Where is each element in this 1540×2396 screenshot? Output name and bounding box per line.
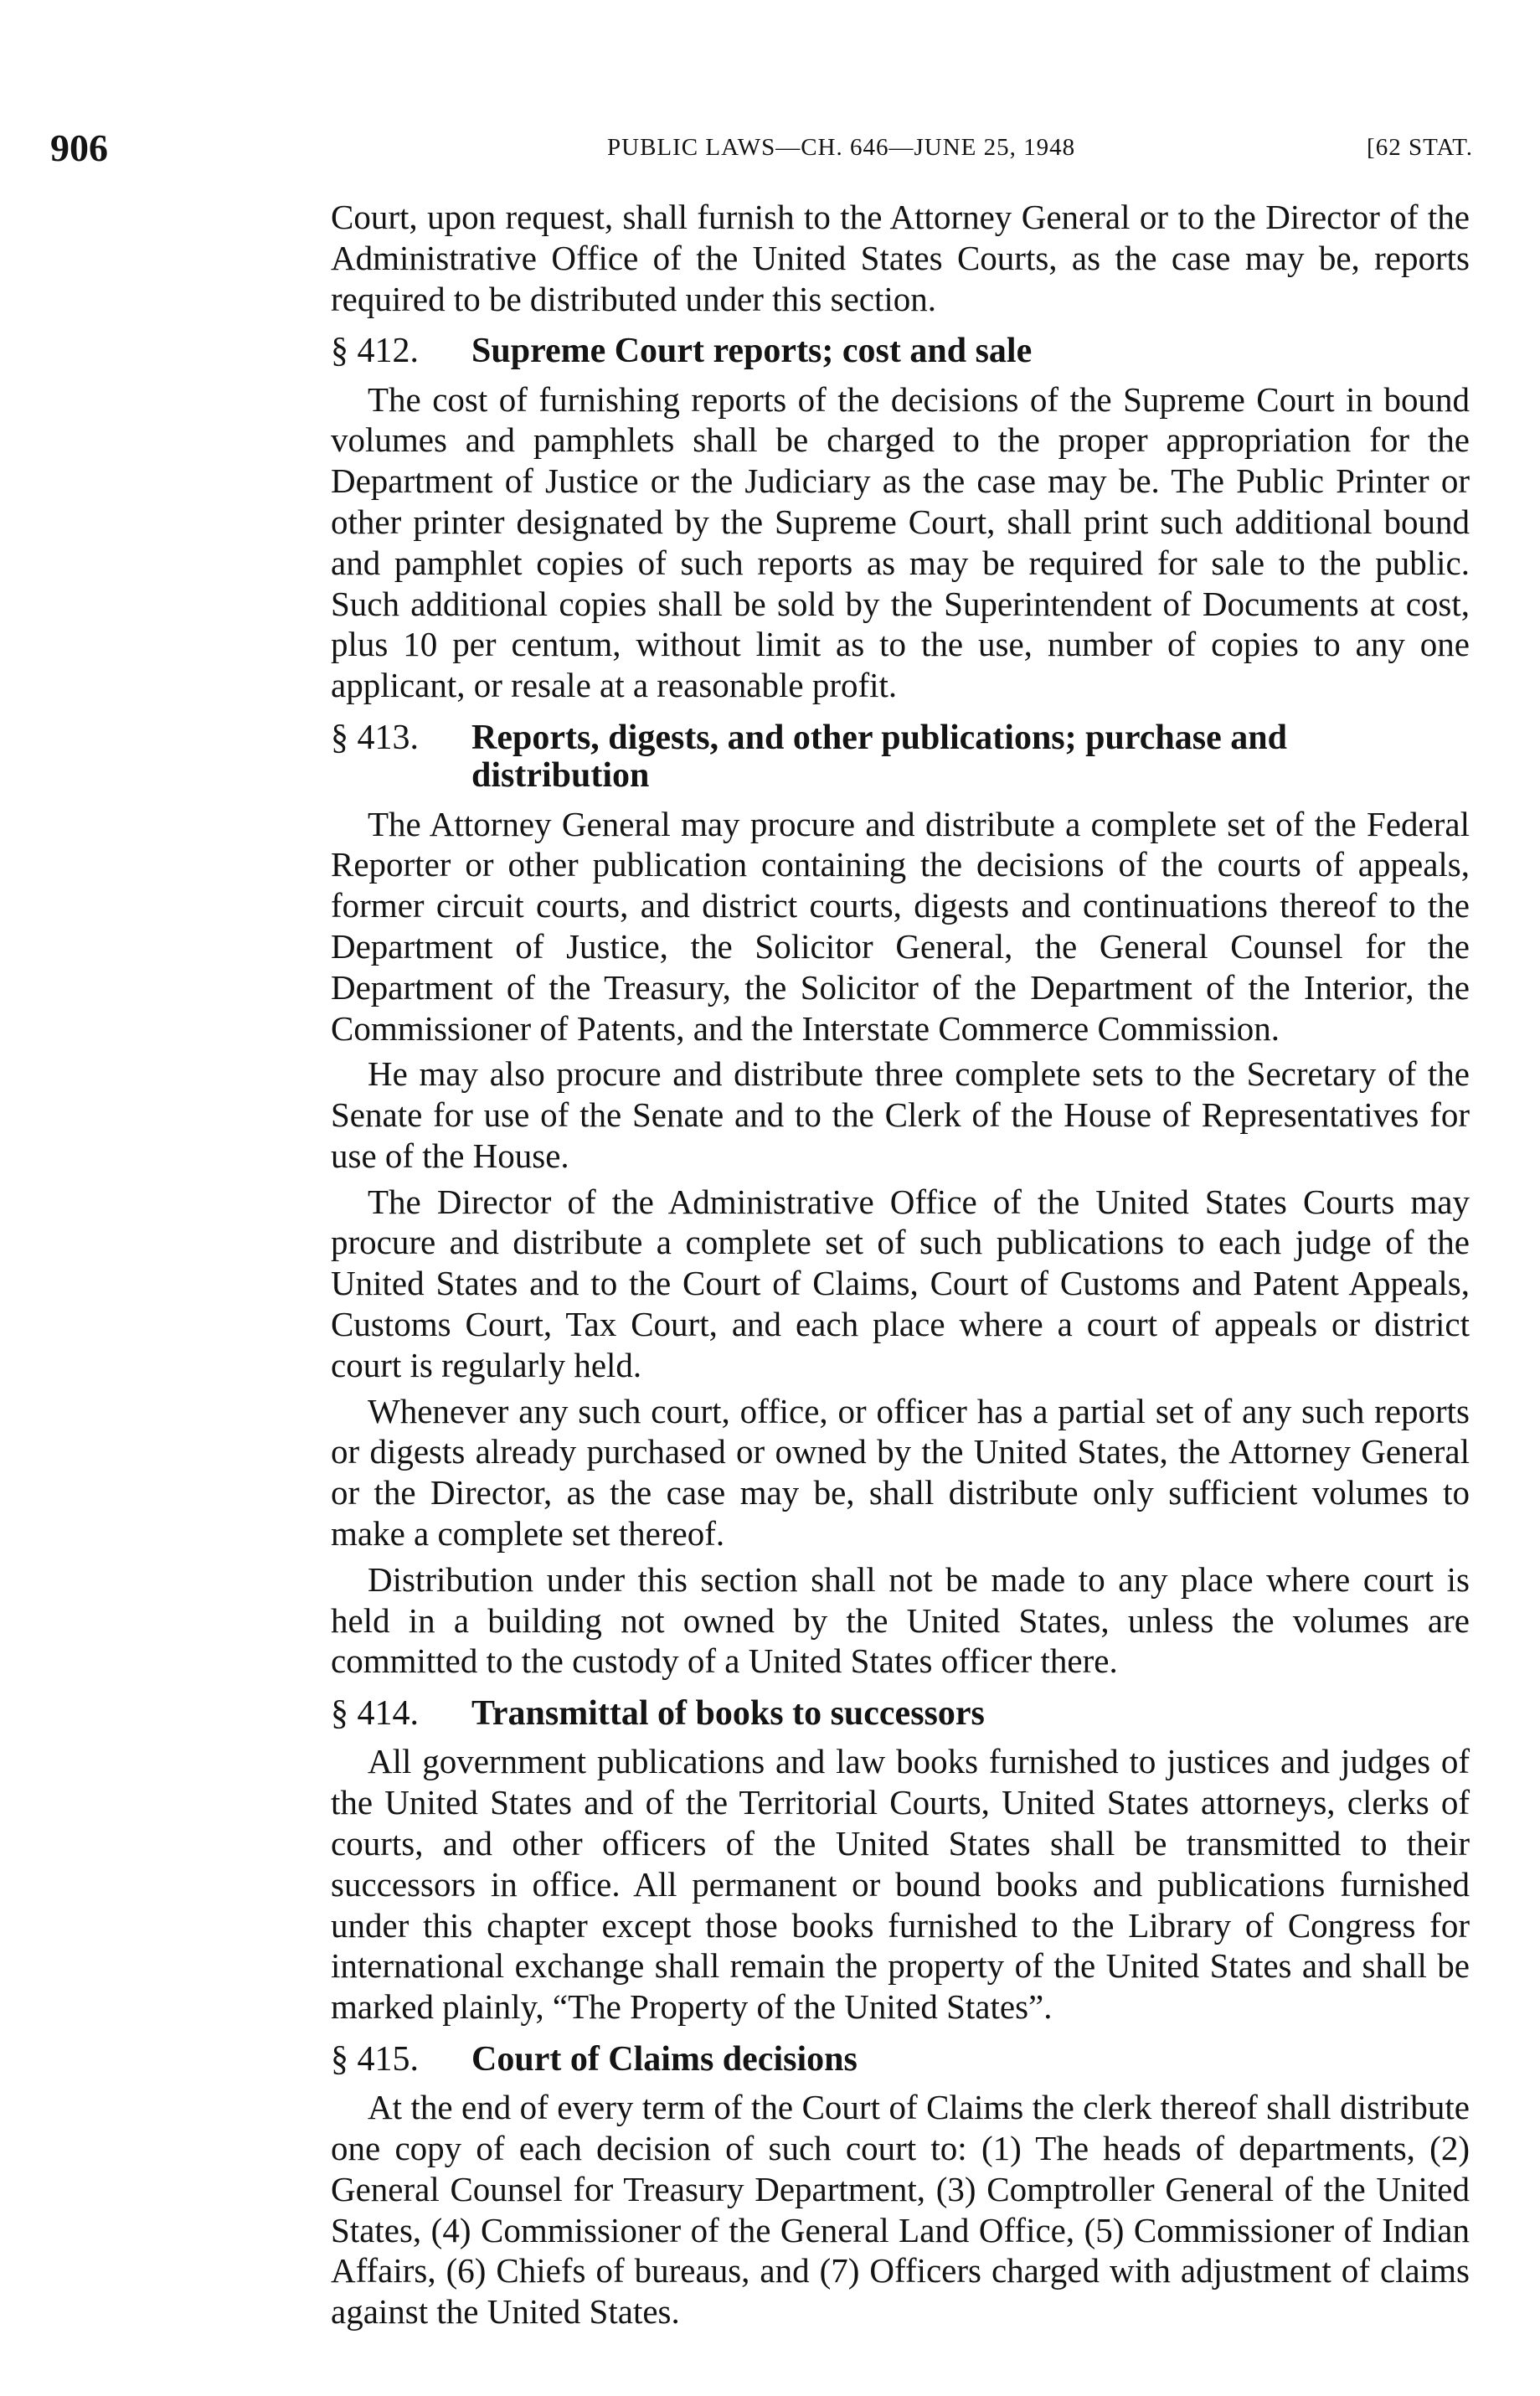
section-title: Supreme Court reports; cost and sale — [471, 332, 1033, 371]
section-heading — [331, 1695, 1470, 1733]
section-number: § 414. — [331, 1694, 419, 1734]
section-paragraph: All government publications and law books furnished to justices and judges of the United States and of the Territorial Courts, United States attorneys, clerks of courts, and other officers of the United States shall be transmitted to their successors in office. All permanent or bound books and publications furnished under this chapter except those books furnished to the Library of Congress for international exchange shall remain the property of the United States and shall be marked plainly, “The Property of the United States”. — [331, 1742, 1470, 2027]
section-number: § 413. — [331, 718, 419, 757]
page-header — [50, 126, 1473, 167]
section-heading — [331, 2041, 1470, 2079]
section-number: § 415. — [331, 2039, 419, 2079]
running-head: PUBLIC LAWS—CH. 646—JUNE 25, 1948 — [607, 134, 1076, 161]
section-heading — [331, 332, 1470, 370]
section-paragraph: The Attorney General may procure and distribute a complete set of the Federal Reporter or other publication containing the decisions of the courts of appeals, former circuit courts, and district courts, digests and continuations thereof to the Department of Justice, the Solicitor General, the General Counsel for the Department of the Treasury, the Solicitor of the Department of the Interior, the Commissioner of Patents, and the Interstate Commerce Commission. — [331, 804, 1470, 1048]
section-paragraph: He may also procure and distribute three complete sets to the Secretary of the Senate for use of the Senate and to the Clerk of the House of Representatives for use of the House. — [331, 1054, 1470, 1175]
section-415 — [331, 2041, 1470, 2332]
section-414 — [331, 1695, 1470, 2028]
section-title: Court of Claims decisions — [471, 2039, 858, 2079]
section-paragraph: Whenever any such court, office, or officer has a partial set of any such reports or digests already purchased or owned by the United States, the Attorney General or the Director, as the case may be, shall distribute only sufficient volumes to make a complete set thereof. — [331, 1391, 1470, 1553]
section-number: § 412. — [331, 332, 419, 371]
statute-reference: [62 STAT. — [1367, 134, 1473, 161]
page-number: 906 — [50, 126, 108, 169]
section-heading — [331, 719, 1470, 796]
page-body — [331, 197, 1470, 2342]
section-title: Transmittal of books to successors — [471, 1694, 985, 1734]
section-paragraph: Distribution under this section shall not be made to any place where court is held in a building not owned by the United States, unless the volumes are committed to the custody of a United States officer there. — [331, 1559, 1470, 1681]
section-paragraph: The cost of furnishing reports of the decisions of the Supreme Court in bound volumes and pamphlets shall be charged to the proper appropriation for the Department of Justice or the Judiciary as the case may be. The Public Printer or other printer designated by the Supreme Court, shall print such additional bound and pamphlet copies of such reports as may be required for sale to the public. Such additional copies shall be sold by the Superintendent of Documents at cost, plus 10 per centum, without limit as to the use, number of copies to any one applicant, or resale at a reasonable profit. — [331, 379, 1470, 705]
section-paragraph: At the end of every term of the Court of Claims the clerk thereof shall distribute one copy of each decision of such court to: (1) The heads of departments, (2) General Counsel for Treasury Department, (3) Comptroller General of the United States, (4) Commissioner of the General Land Office, (5) Commissioner of Indian Affairs, (6) Chiefs of bureaus, and (7) Officers charged with adjustment of claims against the United States. — [331, 2088, 1470, 2332]
opening-paragraph: Court, upon request, shall furnish to the Attorney General or to the Director of the Administrative Office of the United States Courts, as the case may be, reports required to be distributed under this section. — [331, 198, 1470, 318]
section-412 — [331, 332, 1470, 706]
section-title: Reports, digests, and other publications; purchase and distribution — [471, 718, 1287, 796]
section-paragraph: The Director of the Administrative Office of the United States Courts may procure and distribute a complete set of such publications to each judge of the United States and to the Court of Claims, Court of Customs and Patent Appeals, Customs Court, Tax Court, and each place where a court of appeals or district court is regularly held. — [331, 1182, 1470, 1384]
section-413 — [331, 719, 1470, 1682]
